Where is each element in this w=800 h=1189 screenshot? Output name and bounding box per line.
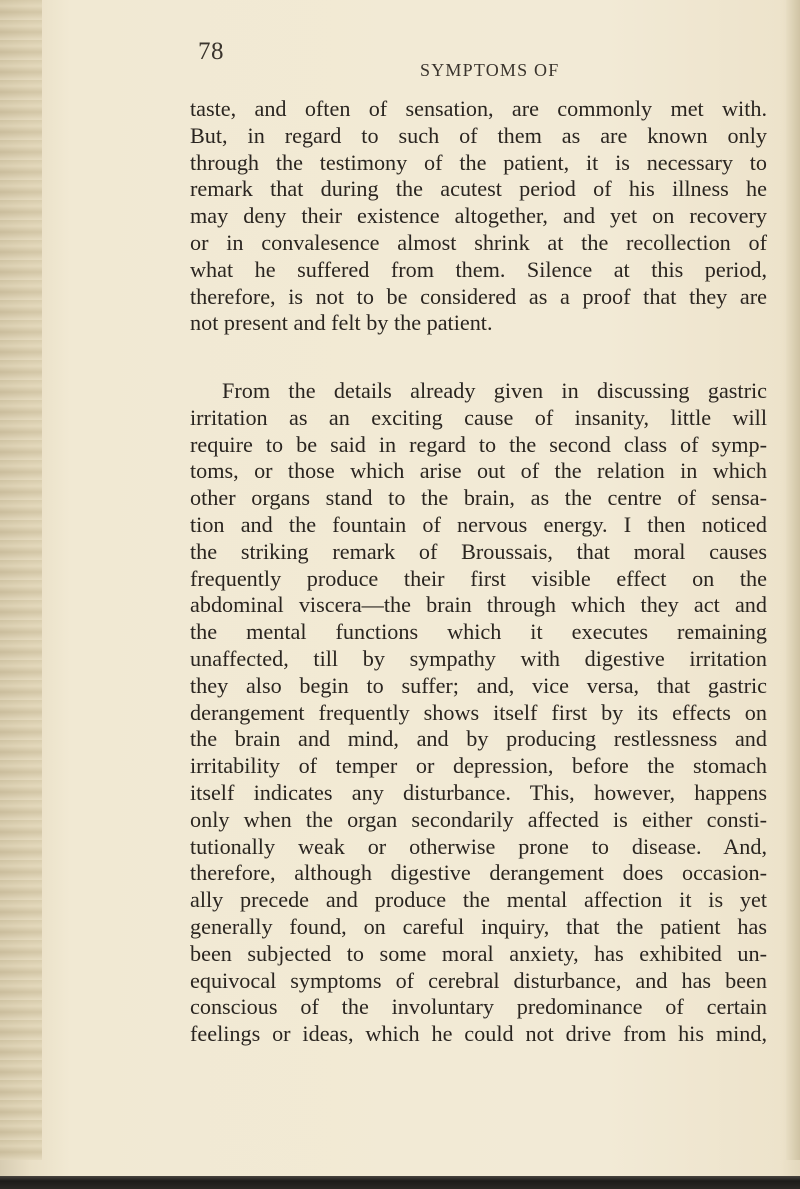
- text-line: tion and the fountain of nervous energy. I then noticed: [190, 511, 767, 537]
- text-line: From the details already given in discussing gastric: [222, 378, 767, 403]
- text-line: not present and felt by the patient.: [190, 310, 493, 336]
- text-line: or in convalesence almost shrink at the recollection of: [190, 229, 767, 255]
- text-line: toms, or those which arise out of the relation in which: [190, 458, 767, 484]
- text-line: taste, and often of sensation, are commonly met with.: [190, 96, 767, 121]
- text-line: therefore, is not to be considered as a proof that they are: [190, 283, 767, 309]
- text-line: the striking remark of Broussais, that moral causes: [190, 538, 767, 564]
- text-line: only when the organ secondarily affected is either consti-: [190, 806, 767, 832]
- text-line: they also begin to suffer; and, vice versa, that gastric: [190, 672, 767, 698]
- text-line: require to be said in regard to the second class of symp-: [190, 431, 767, 457]
- text-line: other organs stand to the brain, as the centre of sensa-: [190, 485, 767, 511]
- text-line: tutionally weak or otherwise prone to disease. And,: [190, 833, 767, 859]
- text-line: equivocal symptoms of cerebral disturbance, and has been: [190, 967, 767, 993]
- text-line: frequently produce their first visible effect on the: [190, 565, 767, 591]
- text-line: remark that during the acutest period of his illness he: [190, 176, 767, 202]
- text-line: unaffected, till by sympathy with digestive irritation: [190, 645, 767, 671]
- text-line: been subjected to some moral anxiety, has exhibited un-: [190, 940, 767, 966]
- text-line: derangement frequently shows itself first by its effects on: [190, 699, 767, 725]
- page-right-edge: [786, 0, 800, 1160]
- running-head: SYMPTOMS OF: [420, 60, 560, 80]
- text-line: may deny their existence altogether, and yet on recovery: [190, 203, 767, 229]
- text-line: generally found, on careful inquiry, that the patient has: [190, 913, 767, 939]
- text-line: ally precede and produce the mental affection it is yet: [190, 887, 767, 913]
- scan-bottom-edge: [0, 1176, 800, 1189]
- text-line: itself indicates any disturbance. This, however, happens: [190, 779, 767, 805]
- text-line: But, in regard to such of them as are known only: [190, 122, 767, 148]
- text-line: the mental functions which it executes remaining: [190, 619, 767, 645]
- text-line: irritability of temper or depression, before the stomach: [190, 753, 767, 779]
- text-line: feelings or ideas, which he could not drive from his mind,: [190, 1021, 767, 1047]
- paragraph-1: [190, 96, 767, 337]
- text-line: conscious of the involuntary predominance of certain: [190, 994, 767, 1020]
- text-line: abdominal viscera—the brain through which they act and: [190, 592, 767, 618]
- text-line: therefore, although digestive derangement does occasion-: [190, 860, 767, 886]
- page-binding-edge: [0, 0, 42, 1160]
- page-number: 78: [198, 38, 224, 65]
- text-line: what he suffered from them. Silence at this period,: [190, 256, 767, 282]
- paragraph-2: [190, 378, 767, 1048]
- text-line: irritation as an exciting cause of insanity, little will: [190, 404, 767, 430]
- text-line: through the testimony of the patient, it is necessary to: [190, 149, 767, 175]
- text-line: the brain and mind, and by producing restlessness and: [190, 726, 767, 752]
